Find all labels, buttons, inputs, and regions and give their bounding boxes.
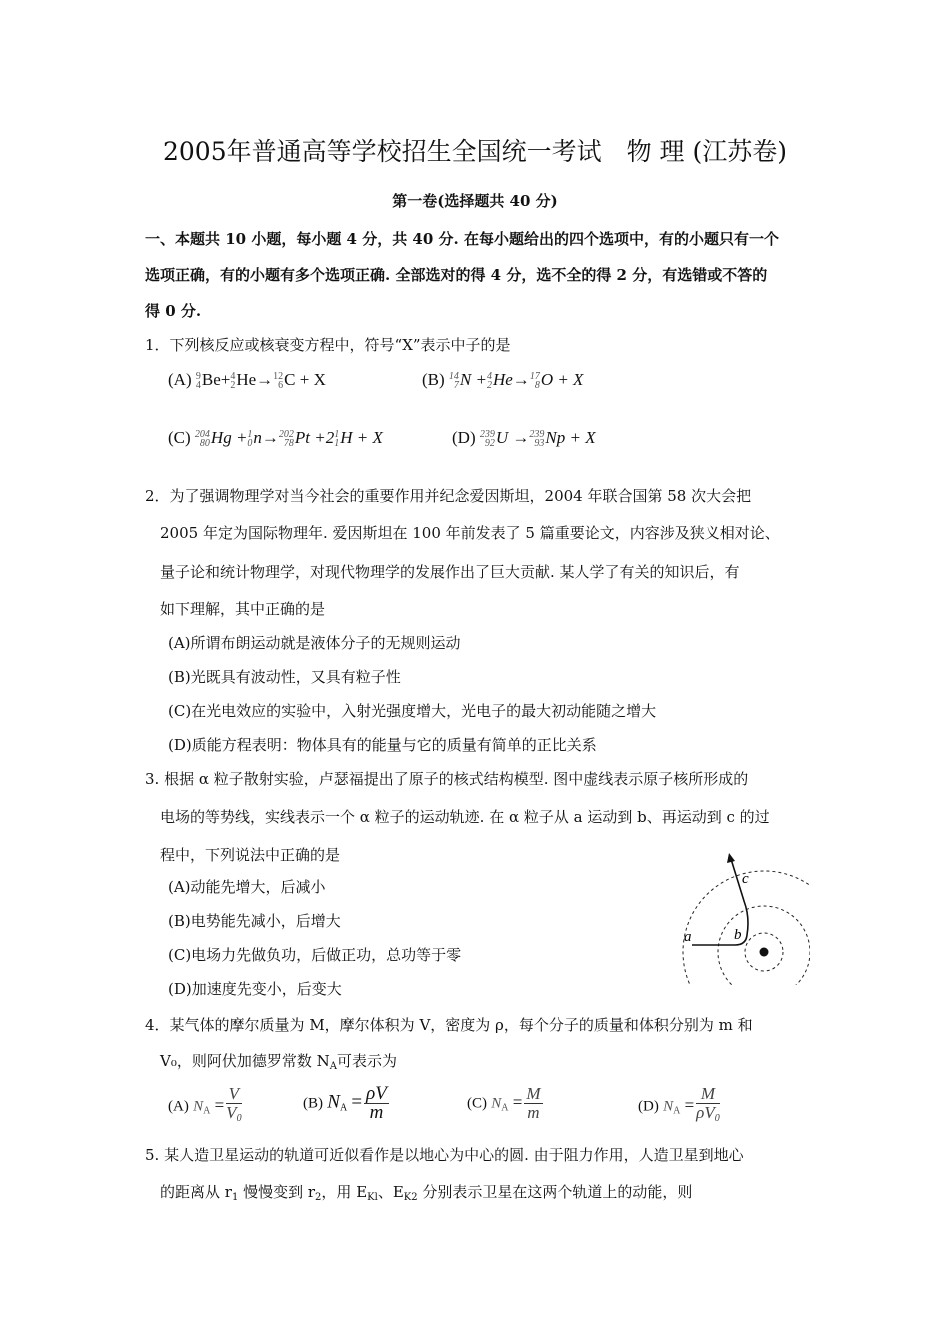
q3-option-c: (C)电场力先做负功，后做正功，总功等于零	[168, 946, 462, 964]
nuclide-index: 4 2	[486, 371, 492, 392]
q3-option-a: (A)动能先增大，后减小	[168, 878, 326, 896]
q4-stem-2: V₀，则阿伏加德罗常数 $N_A$可表示为	[160, 1052, 397, 1072]
instructions-line-3: 得 0 分.	[145, 302, 202, 320]
q1-stem: 1．下列核反应或核衰变方程中，符号“X”表示中子的是	[145, 336, 511, 354]
nuclide-index: 239 93	[529, 429, 545, 450]
q2-option-d: (D)质能方程表明：物体具有的能量与它的质量有简单的正比关系	[168, 736, 597, 754]
q4-stem-1: 4．某气体的摩尔质量为 M，摩尔体积为 V，密度为 ρ，每个分子的质量和体积分别为 m 和	[145, 1016, 753, 1034]
nuclide-index: 4 2	[230, 371, 236, 392]
q3-stem-2: 电场的等势线，实线表示一个 α 粒子的运动轨迹. 在 α 粒子从 a 运动到 b、再运动到 c 的过	[160, 808, 770, 826]
nuclide-index: 202 78	[278, 429, 294, 450]
nuclide-index: 1 1	[334, 429, 340, 450]
instructions-line-1: 一、本题共 10 小题，每小题 4 分，共 40 分. 在每小题给出的四个选项中，有的小题只有一个	[145, 230, 779, 248]
nuclide-index: 9 4	[195, 371, 201, 392]
q1-option-c: (C) 204 80 Hg + 1 0 n→ 202 78 Pt +2 1 1 H + X	[168, 428, 383, 450]
instructions-line-2: 选项正确，有的小题有多个选项正确. 全部选对的得 4 分，选不全的得 2 分，有选错或不答的	[145, 266, 768, 284]
point-b-label: b	[734, 927, 742, 943]
q1-option-b: (B) 14 7 N + 4 2 He→ 17 8 O + X	[422, 370, 584, 392]
nuclide-index: 204 80	[194, 429, 210, 450]
q2-option-c: (C)在光电效应的实验中，入射光强度增大，光电子的最大初动能随之增大	[168, 702, 657, 720]
q4-option-c: (C) $N_A$ = $\frac{M}{m}$	[467, 1084, 541, 1122]
q2-option-b: (B)光既具有波动性，又具有粒子性	[168, 668, 401, 686]
q3-stem-3: 程中，下列说法中正确的是	[160, 846, 341, 864]
arrow-head-icon	[727, 853, 735, 863]
equipotential-outer	[683, 871, 810, 985]
point-c-label: c	[742, 871, 749, 887]
point-a-label: a	[684, 929, 692, 945]
nuclide-index: 239 92	[479, 429, 495, 450]
q2-option-a: (A)所谓布朗运动就是液体分子的无规则运动	[168, 634, 461, 652]
alpha-scattering-figure	[660, 845, 810, 985]
part-title: 第一卷(选择题共 40 分)	[392, 192, 558, 210]
option-label: (C)	[168, 428, 191, 447]
q5-stem-2: 的距离从 $r_1$ 慢慢变到 $r_2$，用 $E_{Kl}$、$E_{K2}$ 分别表示卫星在这两个轨道上的动能，则	[160, 1183, 693, 1203]
q3-option-d: (D)加速度先变小，后变大	[168, 980, 342, 998]
nuclide-index: 17 8	[529, 371, 540, 392]
q2-stem-3: 量子论和统计物理学，对现代物理学的发展作出了巨大贡献. 某人学了有关的知识后，有	[160, 563, 740, 581]
q1-option-d: (D) 239 92 U → 239 93 Np + X	[452, 428, 596, 450]
nucleus-dot	[760, 948, 769, 957]
q3-option-b: (B)电势能先减小，后增大	[168, 912, 341, 930]
q2-stem-2: 2005 年定为国际物理年. 爱因斯坦在 100 年前发表了 5 篇重要论文，内容涉及狭义相对论、	[160, 524, 780, 542]
option-label: (A)	[168, 370, 192, 389]
nuclide-index: 12 6	[273, 371, 284, 392]
q4-option-d: (D) $N_A$ = $\frac{M}{\rho V_0}$	[638, 1084, 720, 1124]
exam-title: 2005年普通高等学校招生全国统一考试 物 理 (江苏卷)	[162, 137, 788, 166]
q3-stem-1: 3. 根据 α 粒子散射实验，卢瑟福提出了原子的核式结构模型. 图中虚线表示原子核所形成的	[145, 770, 749, 788]
nuclide-index: 1 0	[247, 429, 253, 450]
option-label: (B)	[422, 370, 445, 389]
q2-stem-4: 如下理解，其中正确的是	[160, 600, 326, 618]
q5-stem-1: 5. 某人造卫星运动的轨道可近似看作是以地心为中心的圆. 由于阻力作用，人造卫星到地心	[145, 1146, 744, 1164]
option-label: (D)	[452, 428, 476, 447]
q4-option-a: (A) $N_A$ = $\frac{V}{V_0}$	[168, 1084, 242, 1124]
q2-stem-1: 2．为了强调物理学对当今社会的重要作用并纪念爱因斯坦，2004 年联合国第 58 次大会把	[145, 487, 752, 505]
nuclide-index: 14 7	[448, 371, 459, 392]
q4-option-b: (B) $N_A$ = $\frac{\rho V}{m}$	[303, 1083, 387, 1123]
q1-option-a: (A) 9 4 Be+ 4 2 He→ 12 6 C + X	[168, 370, 326, 392]
